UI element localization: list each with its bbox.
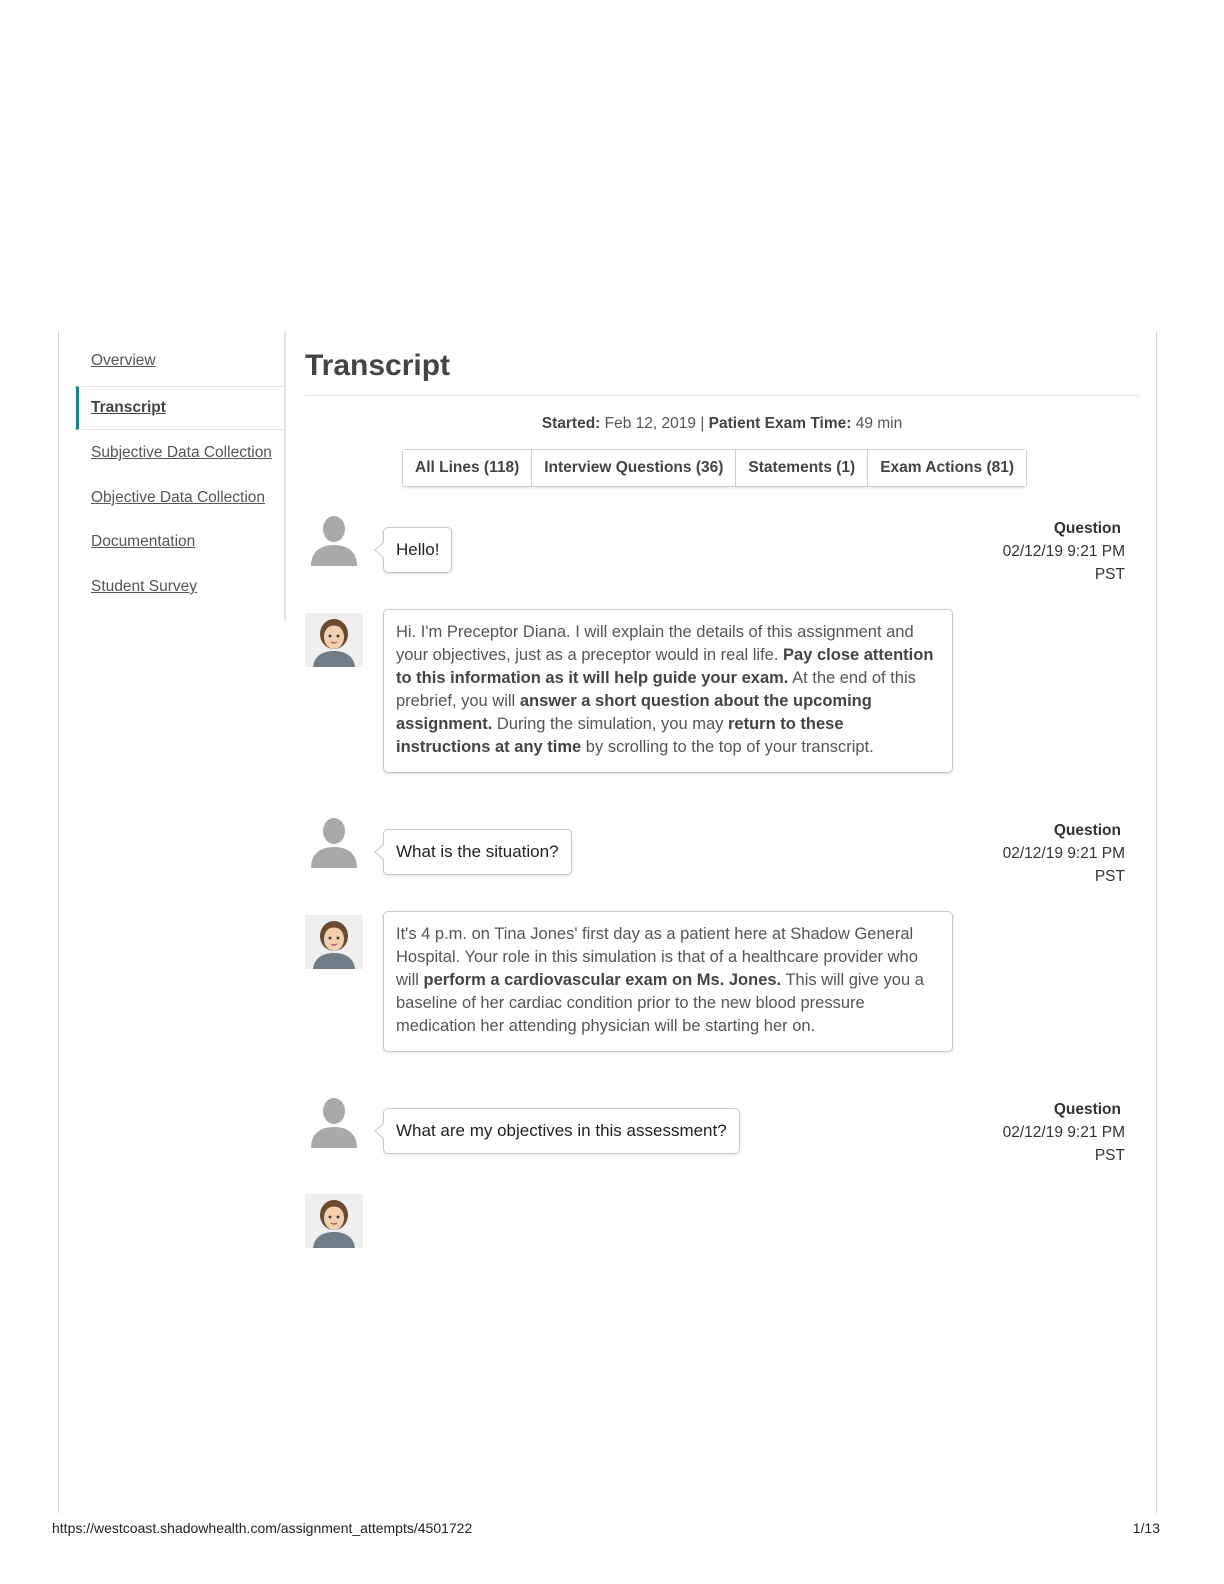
line-timestamp: 02/12/19 9:21 PM bbox=[1002, 543, 1125, 560]
line-type: Question bbox=[1053, 1101, 1121, 1118]
question-text: Hello! bbox=[396, 540, 440, 559]
filter-interview-questions[interactable]: Interview Questions (36) bbox=[532, 450, 736, 486]
user-silhouette-icon bbox=[305, 1094, 363, 1148]
user-silhouette-icon bbox=[305, 814, 363, 868]
message-text: During the simulation, you may bbox=[492, 715, 728, 733]
meta-separator: | bbox=[700, 415, 705, 432]
sidebar-item-label[interactable]: Objective Data Collection bbox=[91, 489, 266, 506]
sidebar-item-objective-data-collection[interactable] bbox=[76, 476, 282, 520]
message-text: by scrolling to the top of your transcript. bbox=[581, 738, 874, 756]
sidebar-item-overview[interactable] bbox=[76, 339, 282, 383]
preceptor-message bbox=[383, 609, 953, 773]
filter-statements[interactable]: Statements (1) bbox=[736, 450, 868, 486]
line-timestamp: 02/12/19 9:21 PM bbox=[1002, 1124, 1125, 1141]
filter-all-lines[interactable]: All Lines (118) bbox=[403, 450, 532, 486]
line-timezone: PST bbox=[1094, 868, 1125, 885]
line-timestamp: 02/12/19 9:21 PM bbox=[1002, 845, 1125, 862]
message-text: At the end of this prebrief, you will bbox=[396, 669, 916, 710]
exam-meta bbox=[305, 415, 1139, 433]
title-divider bbox=[305, 395, 1139, 396]
message-emphasis: answer a short question about the upcoming assignment. bbox=[396, 692, 872, 733]
message-emphasis: return to these instructions at any time bbox=[396, 715, 844, 756]
student-avatar bbox=[305, 814, 363, 868]
line-meta bbox=[1003, 819, 1125, 888]
preceptor-avatar bbox=[305, 613, 363, 667]
sidebar-item-label[interactable]: Transcript bbox=[91, 399, 166, 416]
student-avatar bbox=[305, 1094, 363, 1148]
exam-time-value: 49 min bbox=[855, 415, 903, 432]
question-bubble bbox=[383, 829, 572, 875]
exam-time-label: Patient Exam Time: bbox=[708, 415, 852, 432]
user-silhouette-icon bbox=[305, 512, 363, 566]
transcript-filter-tabs bbox=[402, 449, 1027, 487]
preceptor-avatar bbox=[305, 915, 363, 969]
sidebar-item-subjective-data-collection[interactable] bbox=[76, 431, 282, 475]
footer-page-number: 1/13 bbox=[1132, 1520, 1160, 1536]
page-title: Transcript bbox=[305, 349, 451, 382]
preceptor-message bbox=[383, 911, 953, 1052]
sidebar-item-label[interactable]: Overview bbox=[91, 352, 156, 369]
question-bubble bbox=[383, 1108, 740, 1154]
student-avatar bbox=[305, 512, 363, 566]
sidebar-item-transcript[interactable] bbox=[76, 386, 284, 430]
preceptor-portrait-icon bbox=[305, 613, 363, 667]
sidebar-item-student-survey[interactable] bbox=[76, 565, 282, 609]
sidebar-item-label[interactable]: Student Survey bbox=[91, 578, 197, 595]
message-emphasis: perform a cardiovascular exam on Ms. Jones. bbox=[423, 971, 782, 989]
line-meta bbox=[1003, 1098, 1125, 1167]
sidebar-item-label[interactable]: Subjective Data Collection bbox=[91, 444, 272, 461]
line-type: Question bbox=[1053, 520, 1121, 537]
question-text: What is the situation? bbox=[396, 842, 559, 861]
preceptor-portrait-icon bbox=[305, 1194, 363, 1248]
line-type: Question bbox=[1053, 822, 1121, 839]
sidebar-item-documentation[interactable] bbox=[76, 520, 282, 564]
page-frame-left bbox=[58, 331, 59, 1513]
line-meta bbox=[1003, 517, 1125, 586]
line-timezone: PST bbox=[1094, 1147, 1125, 1164]
message-text: It's 4 p.m. on Tina Jones' first day as a patient here at Shadow General Hospital. Your role in this simulation is that of a healthcare provider who will bbox=[396, 925, 918, 989]
line-timezone: PST bbox=[1094, 566, 1125, 583]
started-value: Feb 12, 2019 bbox=[604, 415, 697, 432]
started-label: Started: bbox=[541, 415, 601, 432]
message-text: This will give you a baseline of her cardiac condition prior to the new blood pressure medication her attending physician will be starting her on. bbox=[396, 971, 924, 1035]
page-frame-right bbox=[1156, 331, 1157, 1513]
sidebar-item-label[interactable]: Documentation bbox=[91, 533, 196, 550]
sidebar-nav bbox=[76, 331, 286, 621]
preceptor-avatar bbox=[305, 1194, 363, 1248]
filter-exam-actions[interactable]: Exam Actions (81) bbox=[868, 450, 1026, 486]
footer-url: https://westcoast.shadowhealth.com/assignment_attempts/4501722 bbox=[52, 1520, 473, 1536]
preceptor-portrait-icon bbox=[305, 915, 363, 969]
message-text: Hi. I'm Preceptor Diana. I will explain the details of this assignment and your objectives, just as a preceptor would in real life. bbox=[396, 623, 914, 664]
question-bubble bbox=[383, 527, 452, 573]
question-text: What are my objectives in this assessment? bbox=[396, 1121, 727, 1140]
message-emphasis: Pay close attention to this information as it will help guide your exam. bbox=[396, 646, 934, 687]
